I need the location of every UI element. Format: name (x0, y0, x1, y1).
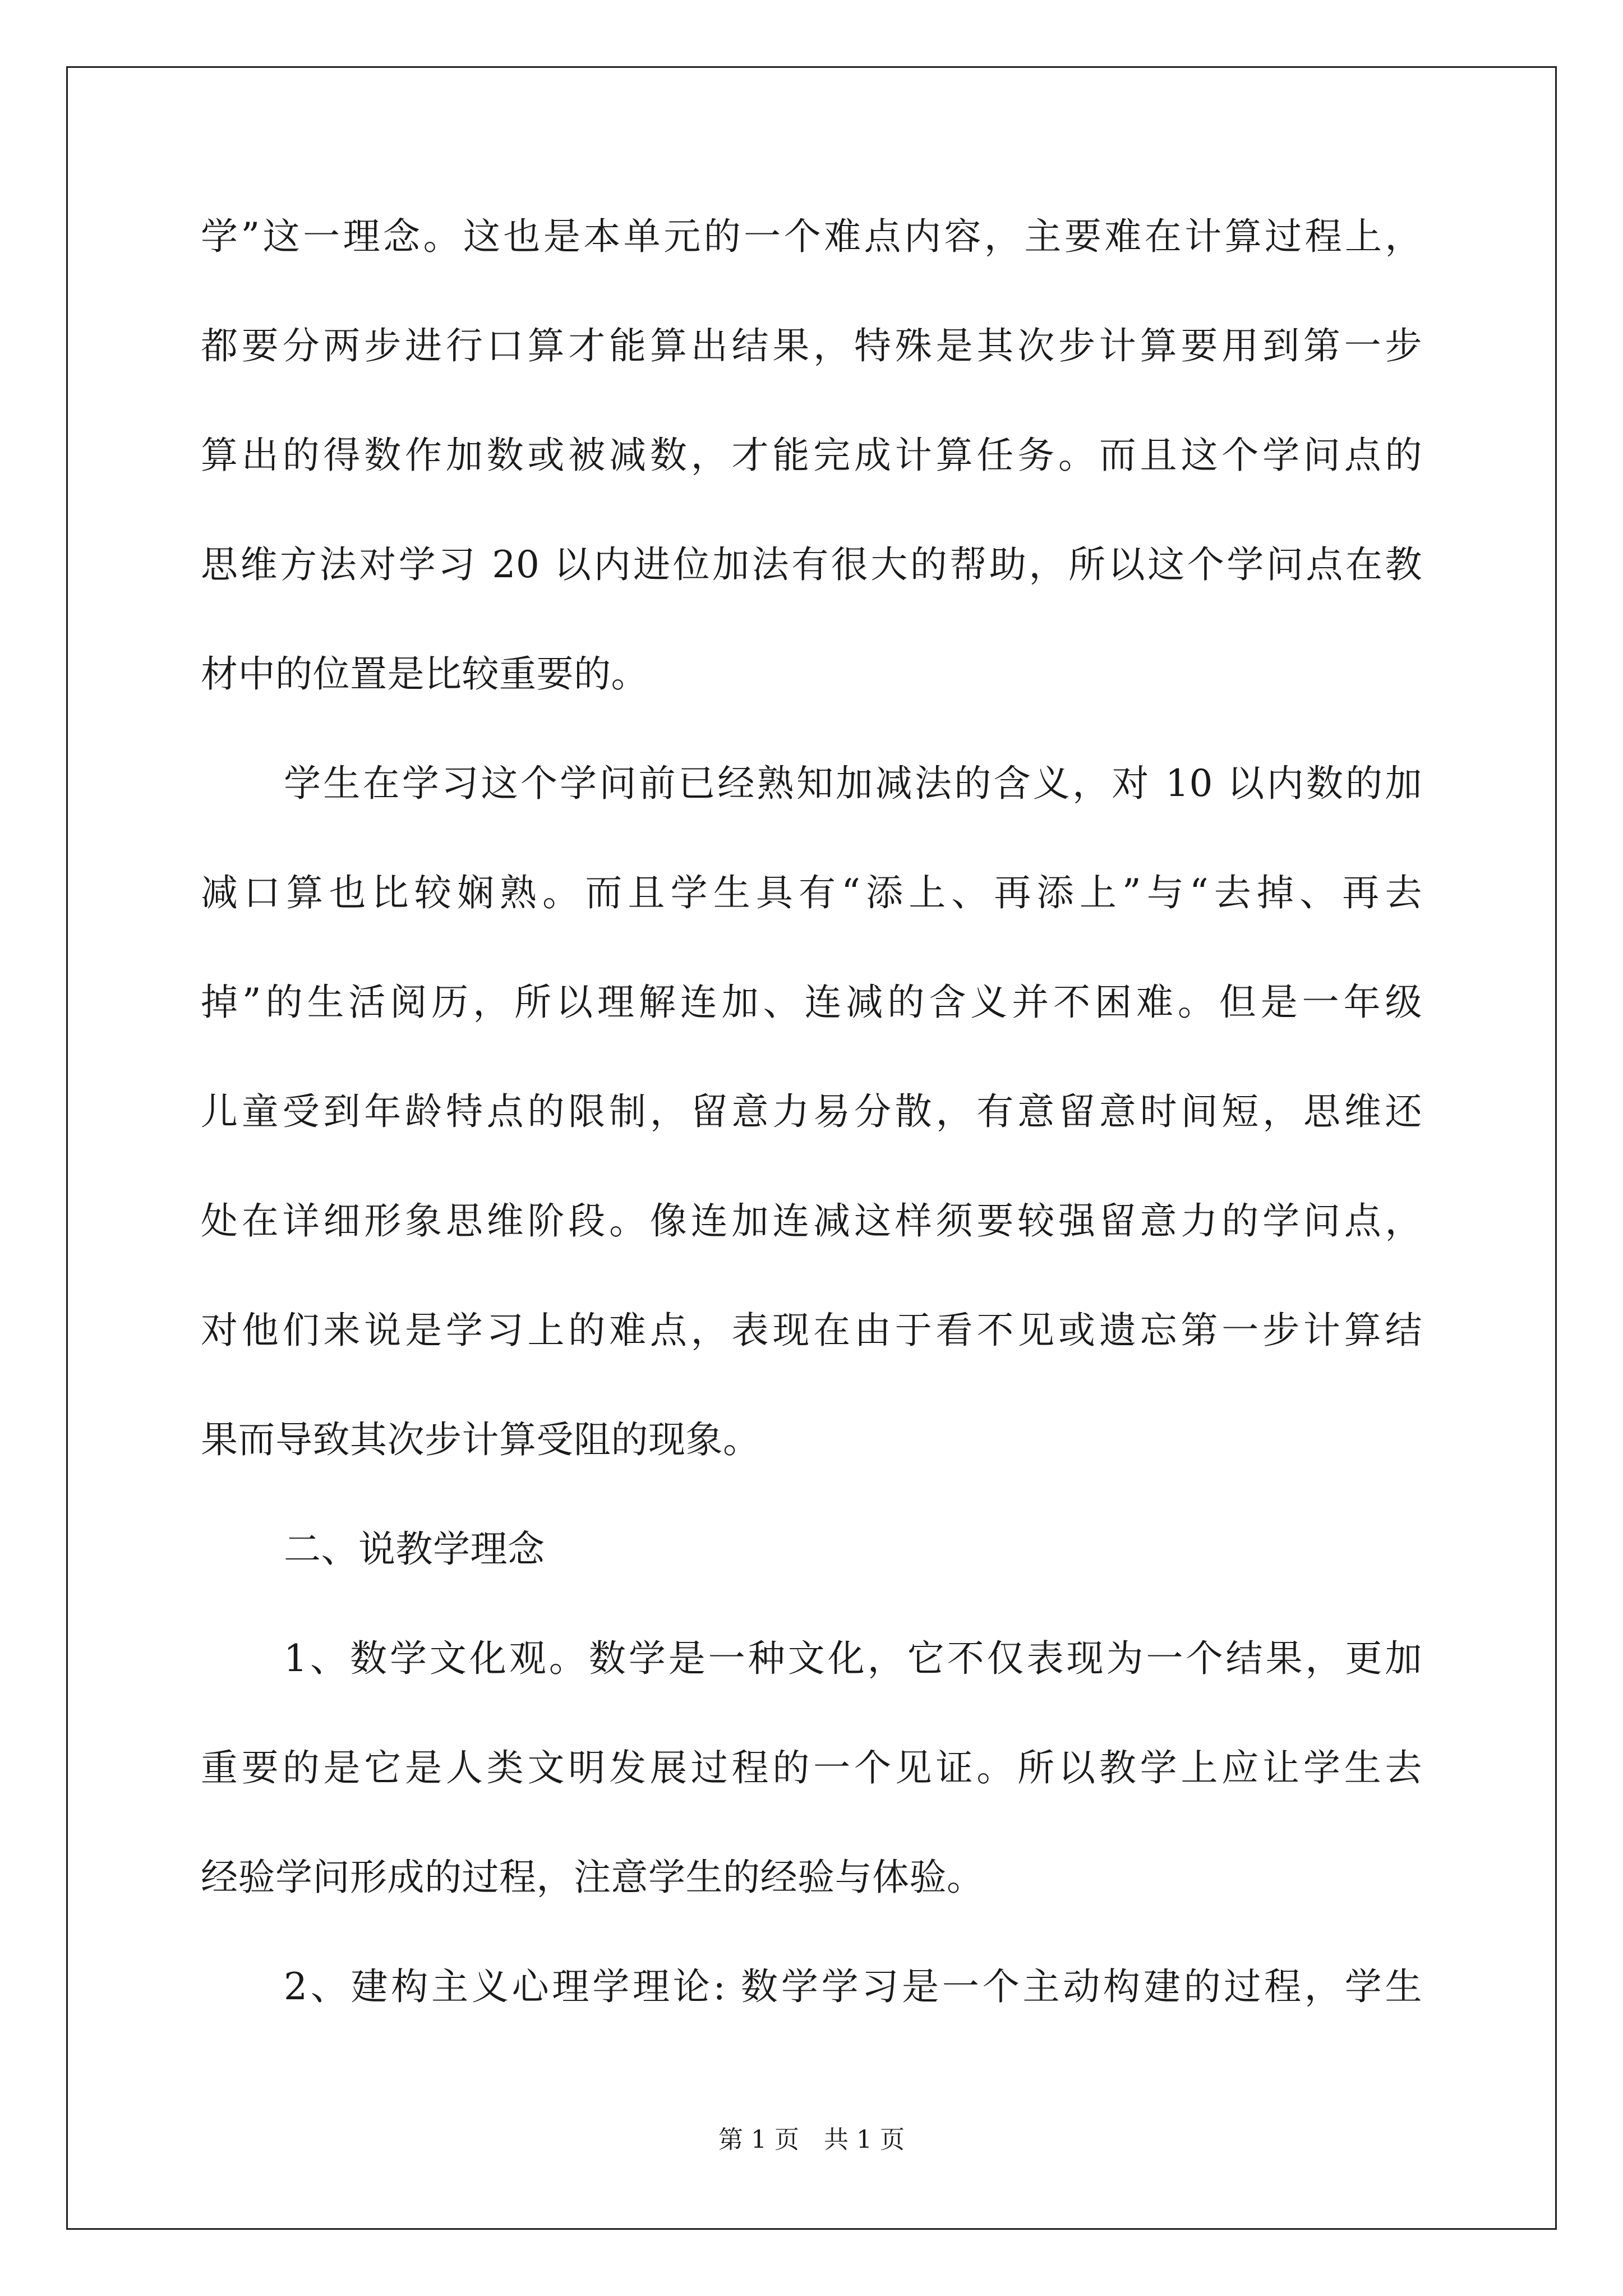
paragraph-line: 思维方法对学习 20 以内进位加法有很大的帮助，所以这个学问点在教 (201, 543, 1422, 586)
paragraph-line: 果而导致其次步计算受阻的现象。 (201, 1418, 760, 1461)
paragraph-line: 经验学问形成的过程，注意学生的经验与体验。 (201, 1856, 984, 1899)
paragraph-line: 儿童受到年龄特点的限制，留意力易分散，有意留意时间短，思维还 (201, 1090, 1422, 1133)
paragraph-line: 重要的是它是人类文明发展过程的一个见证。所以教学上应让学生去 (201, 1746, 1422, 1789)
section-heading: 二、说教学理念 (284, 1527, 545, 1571)
paragraph-line: 学”这一理念。这也是本单元的一个难点内容，主要难在计算过程上， (201, 215, 1422, 258)
paragraph-line: 掉”的生活阅历，所以理解连加、连减的含义并不困难。但是一年级 (201, 981, 1422, 1024)
paragraph-line: 1、数学文化观。数学是一种文化，它不仅表现为一个结果，更加 (284, 1637, 1422, 1680)
paragraph-line: 对他们来说是学习上的难点，表现在由于看不见或遗忘第一步计算结 (201, 1309, 1422, 1352)
paragraph-line: 材中的位置是比较重要的。 (201, 652, 648, 696)
paragraph-line: 算出的得数作加数或被减数，才能完成计算任务。而且这个学问点的 (201, 434, 1422, 477)
paragraph-line: 2、建构主义心理学理论: 数学学习是一个主动构建的过程，学生 (284, 1965, 1422, 2008)
paragraph-line: 处在详细形象思维阶段。像连加连减这样须要较强留意力的学问点， (201, 1199, 1422, 1243)
paragraph-line: 都要分两步进行口算才能算出结果，特殊是其次步计算要用到第一步 (201, 324, 1422, 367)
paragraph-line: 减口算也比较娴熟。而且学生具有“添上、再添上”与“去掉、再去 (201, 871, 1422, 914)
page-footer: 第 1 页 共 1 页 (718, 2125, 905, 2154)
document-body (201, 209, 1422, 2068)
paragraph-line: 学生在学习这个学问前已经熟知加减法的含义，对 10 以内数的加 (284, 762, 1422, 805)
